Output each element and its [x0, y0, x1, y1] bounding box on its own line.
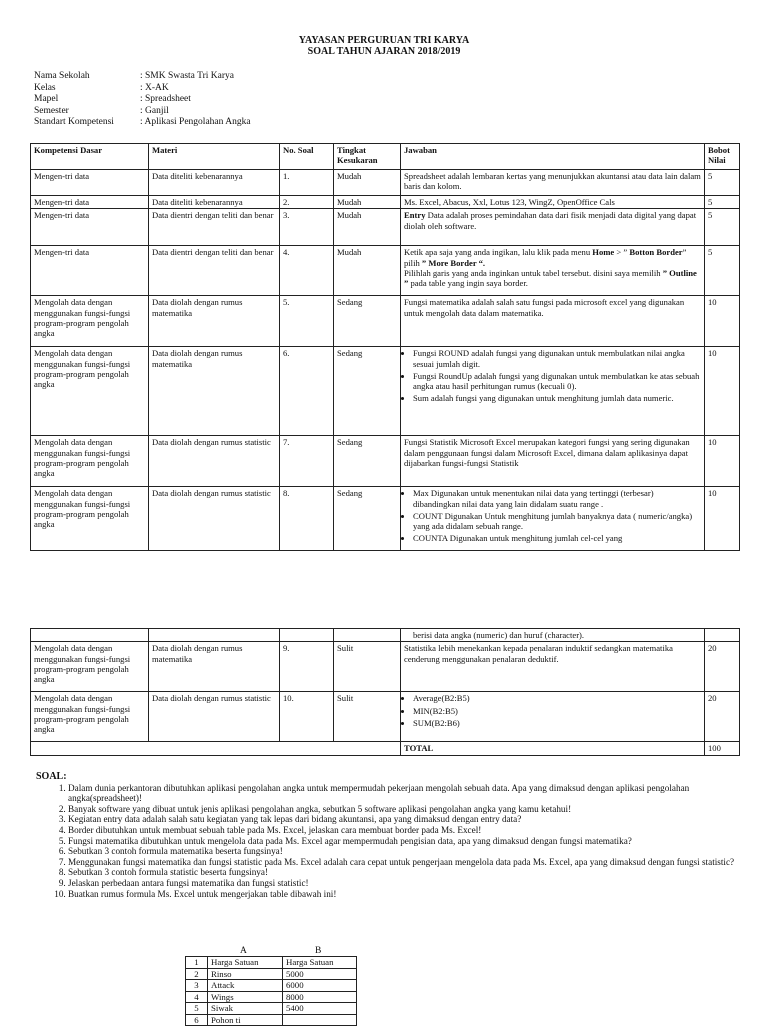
question-item: 1. Dalam dunia perkantoran dibutuhkan aplikasi pengolahan angka untuk mempermudah pekerjaan mengolah sebuah data. Apa yang dimaksud dengan aplikasi pengolahan angka(spreadsheet)! — [68, 783, 736, 804]
table-row: Mengolah data dengan menggunakan fungsi-fungsi program-program pengolah angka Data diolah dengan rumus statistic 10. Sulit • Average(B2:B5) • MIN(B2:B5) • SUM(B2:B6) 20 — [31, 692, 740, 742]
excel-row: 4 Wings 8000 — [186, 991, 357, 1003]
question-item: 4. Border dibutuhkan untuk membuat sebuah table pada Ms. Excel, jelaskan cara membuat border pada Ms. Excel! — [68, 825, 736, 836]
header-kompetensi: Kompetensi Dasar — [31, 144, 149, 170]
question-item: 6. Sebutkan 3 contoh formula matematika beserta fungsinya! — [68, 846, 736, 857]
info-row: Semester : Ganjil — [34, 105, 169, 116]
exam-year-title: SOAL TAHUN AJARAN 2018/2019 — [307, 46, 461, 57]
question-item: 8. Sebutkan 3 contoh formula statistic beserta fungsinya! — [68, 867, 736, 878]
info-row: Kelas : X-AK — [34, 82, 169, 93]
table-row: Mengolah data dengan menggunakan fungsi-fungsi program-program pengolah angka Data diolah dengan rumus statistic 7. Sedang Fungsi Statistik Microsoft Excel merupakan kategori fungsi yang sering digunakan dalam penggunaan fungsi dalam Microsoft Excel, dimana dalam aplikasinya dapat dijabarkan fungsi-fungsi Statistik 10 — [31, 436, 740, 487]
excel-row: 1 Harga Satuan Harga Satuan — [186, 957, 357, 969]
question-list — [36, 783, 736, 900]
continuation-row: berisi data angka (numeric) dan huruf (character). — [31, 629, 740, 642]
questions-section — [36, 772, 736, 899]
total-row — [31, 742, 740, 755]
question-item: 2. Banyak software yang dibuat untuk jenis aplikasi pengolahan angka, sebutkan 5 software aplikasi pengolahan angka yang kamu ketahui! — [68, 804, 736, 815]
question-item: 9. Jelaskan perbedaan antara fungsi matematika dan fungsi statistic! — [68, 878, 736, 889]
school-info — [34, 71, 251, 129]
header-bobot: Bobot Nilai — [705, 144, 740, 170]
header-materi: Materi — [149, 144, 280, 170]
question-item: 3. Kegiatan entry data adalah salah satu kegiatan yang tak lepas dari bidang akuntansi, apa yang dimaksud dengan entry data? — [68, 814, 736, 825]
table-header-row — [31, 144, 740, 170]
table-row: Mengen-tri data Data diteliti kebenarannya 2. Mudah Ms. Excel, Abacus, Xxl, Lotus 123, WingZ, OpenOffice Cals 5 — [31, 196, 740, 209]
column-a-header: A — [240, 946, 247, 956]
excel-sample-table — [185, 956, 357, 1026]
info-row: Nama Sekolah : SMK Swasta Tri Karya — [34, 71, 234, 81]
total-label: TOTAL — [401, 742, 705, 755]
table-row: Mengolah data dengan menggunakan fungsi-fungsi program-program pengolah angka Data diolah dengan rumus matematika 5. Sedang Fungsi matematika adalah salah satu fungsi pada microsoft excel yang digunakan untuk mengolah data dalam matematika. 10 — [31, 296, 740, 347]
table-row: Mengen-tri data Data diteliti kebenarannya 1. Mudah Spreadsheet adalah lembaran kertas yang menunjukkan akuntansi atau data lain dalam baris dan kolom. 5 — [31, 170, 740, 196]
table-row: Mengolah data dengan menggunakan fungsi-fungsi program-program pengolah angka Data diolah dengan rumus matematika 9. Sulit Statistika lebih menekankan kepada penalaran induktif sedangkan matematika cenderung menggunakan penalaran deduktif. 20 — [31, 642, 740, 692]
bullet-list: • Max Digunakan untuk menentukan nilai data yang tertinggi (terbesar) dibandingkan nilai data yang lain didalam suatu range . • COUNT Digunakan Untuk menghitung jumlah banyaknya data ( numeric/angka) yang ada didalam sebuah range. • COUNTA Digunakan untuk menghitung jumlah cel-cel yang — [404, 488, 701, 543]
header-tingkat: Tingkat Kesukaran — [334, 144, 401, 170]
foundation-title: YAYASAN PERGURUAN TRI KARYA — [298, 35, 470, 46]
table-row: Mengen-tri data Data dientri dengan teliti dan benar 3. Mudah Entry Data adalah proses pemindahan data dari fisik menjadi data digital yang dapat diolah oleh software. 5 — [31, 209, 740, 246]
table-row: Mengen-tri data Data dientri dengan teliti dan benar 4. Mudah Ketik apa saja yang anda ingikan, lalu klik pada menu Home > ” Botton Border” pilih ” More Border “. Pilihlah garis yang anda inginkan untuk tabel tersebut. disini saya memilih ” Outline ” pada table yang ingin saya border. 5 — [31, 246, 740, 296]
info-row: Mapel : Spreadsheet — [34, 94, 191, 105]
question-item: 10. Buatkan rumus formula Ms. Excel untuk mengerjakan table dibawah ini! — [68, 889, 736, 900]
table-row: Mengolah data dengan menggunakan fungsi-fungsi program-program pengolah angka Data diolah dengan rumus statistic 8. Sedang • Max Digunakan untuk menentukan nilai data yang tertinggi (terbesar) dibandingkan nilai data yang lain didalam suatu range . • COUNT Digunakan Untuk menghitung jumlah banyaknya data ( numeric/angka) yang ada didalam sebuah range. • COUNTA Digunakan untuk menghitung jumlah cel-cel yang 10 — [31, 487, 740, 551]
header-jawaban: Jawaban — [401, 144, 705, 170]
answer-table-continued — [30, 628, 740, 756]
question-item: 7. Menggunakan fungsi matematika dan fungsi statistic pada Ms. Excel adalah cara cepat untuk pengerjaan mengelola data pada Ms. Excel, apa yang dimaksud dengan fungsi statistic? — [68, 857, 736, 868]
excel-row: 6 Pohon ti — [186, 1014, 357, 1026]
question-item: 5. Fungsi matematika dibutuhkan untuk mengelola data pada Ms. Excel agar mempermudah pengisian data, apa yang dimaksud dengan fungsi matematika? — [68, 836, 736, 847]
info-row: Standart Kompetensi : Aplikasi Pengolahan Angka — [34, 117, 251, 128]
questions-title: SOAL: — [36, 771, 67, 782]
total-value: 100 — [705, 742, 740, 755]
column-b-header: B — [315, 946, 322, 956]
bullet-list: • Average(B2:B5) • MIN(B2:B5) • SUM(B2:B6) — [404, 693, 701, 728]
answer-table — [30, 143, 740, 551]
excel-row: 5 Siwak 5400 — [186, 1003, 357, 1015]
excel-row: 2 Rinso 5000 — [186, 968, 357, 980]
bullet-list: • Fungsi ROUND adalah fungsi yang digunakan untuk membulatkan nilai angka sesuai jumlah digit. • Fungsi RoundUp adalah fungsi yang digunakan untuk membulatkan ke atas sebuah angka atau hasil perhitungan rumus (kecuali 0). • Sum adalah fungsi yang digunakan untuk menghitung jumlah data numeric. — [404, 348, 701, 403]
header-no: No. Soal — [280, 144, 334, 170]
excel-row: 3 Attack 6000 — [186, 980, 357, 992]
table-row: Mengolah data dengan menggunakan fungsi-fungsi program-program pengolah angka Data diolah dengan rumus matematika 6. Sedang • Fungsi ROUND adalah fungsi yang digunakan untuk membulatkan nilai angka sesuai jumlah digit. • Fungsi RoundUp adalah fungsi yang digunakan untuk membulatkan ke atas sebuah angka atau hasil perhitungan rumus (kecuali 0). • Sum adalah fungsi yang digunakan untuk menghitung jumlah data numeric. 10 — [31, 347, 740, 436]
